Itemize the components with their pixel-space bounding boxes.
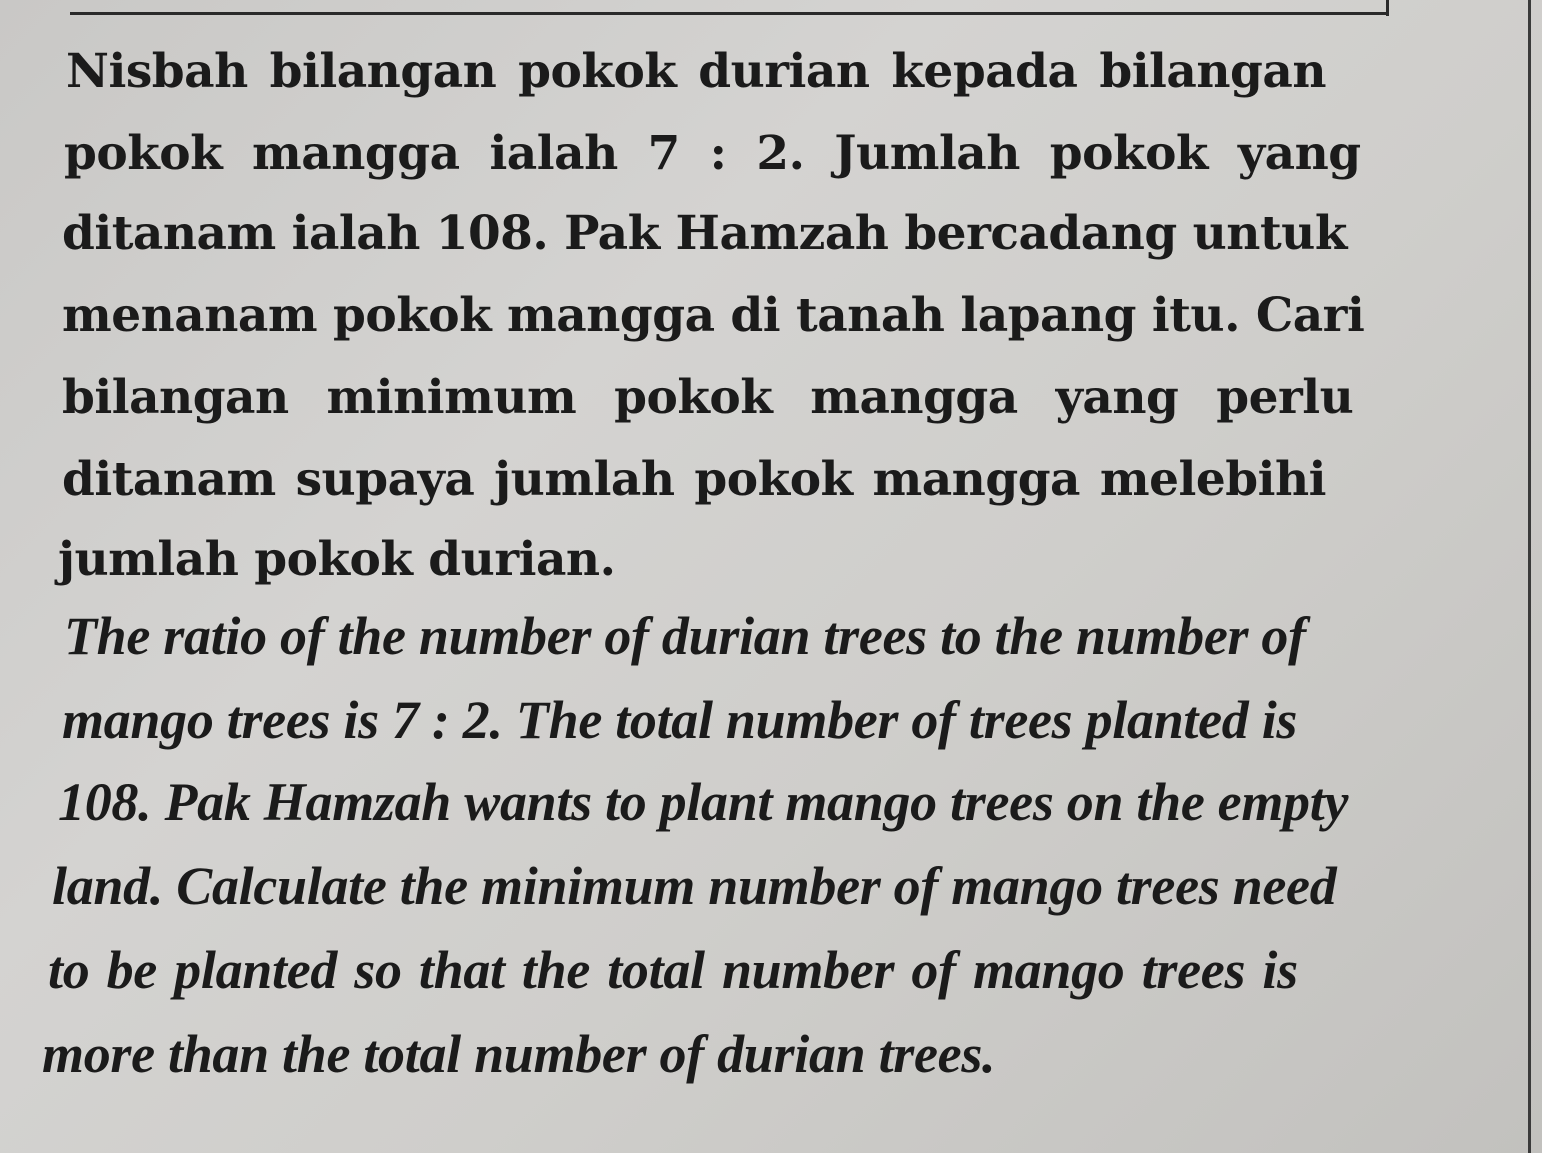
box-right-border xyxy=(1386,0,1389,16)
malay-line-3: ditanam ialah 108. Pak Hamzah bercadang untuk xyxy=(62,206,1347,261)
english-line-4: land. Calculate the minimum number of mango trees need xyxy=(52,856,1337,916)
english-line-6: more than the total number of durian trees. xyxy=(42,1024,996,1084)
english-line-5: to be planted so that the total number of mango trees is xyxy=(48,940,1298,1000)
malay-line-5: bilangan minimum pokok mangga yang perlu xyxy=(62,370,1354,425)
malay-line-7: jumlah pokok durian. xyxy=(58,532,616,587)
malay-line-6: ditanam supaya jumlah pokok mangga melebihi xyxy=(62,452,1327,507)
english-line-1: The ratio of the number of durian trees to the number of xyxy=(64,606,1306,666)
english-line-2: mango trees is 7 : 2. The total number of trees planted is xyxy=(62,690,1298,750)
page-edge-line xyxy=(1528,0,1531,1153)
malay-line-1: Nisbah bilangan pokok durian kepada bilangan xyxy=(66,44,1327,99)
malay-line-4: menanam pokok mangga di tanah lapang itu. Cari xyxy=(62,288,1365,343)
malay-line-2: pokok mangga ialah 7 : 2. Jumlah pokok yang xyxy=(64,126,1361,181)
box-top-border xyxy=(70,12,1386,15)
english-line-3: 108. Pak Hamzah wants to plant mango trees on the empty xyxy=(58,772,1349,832)
